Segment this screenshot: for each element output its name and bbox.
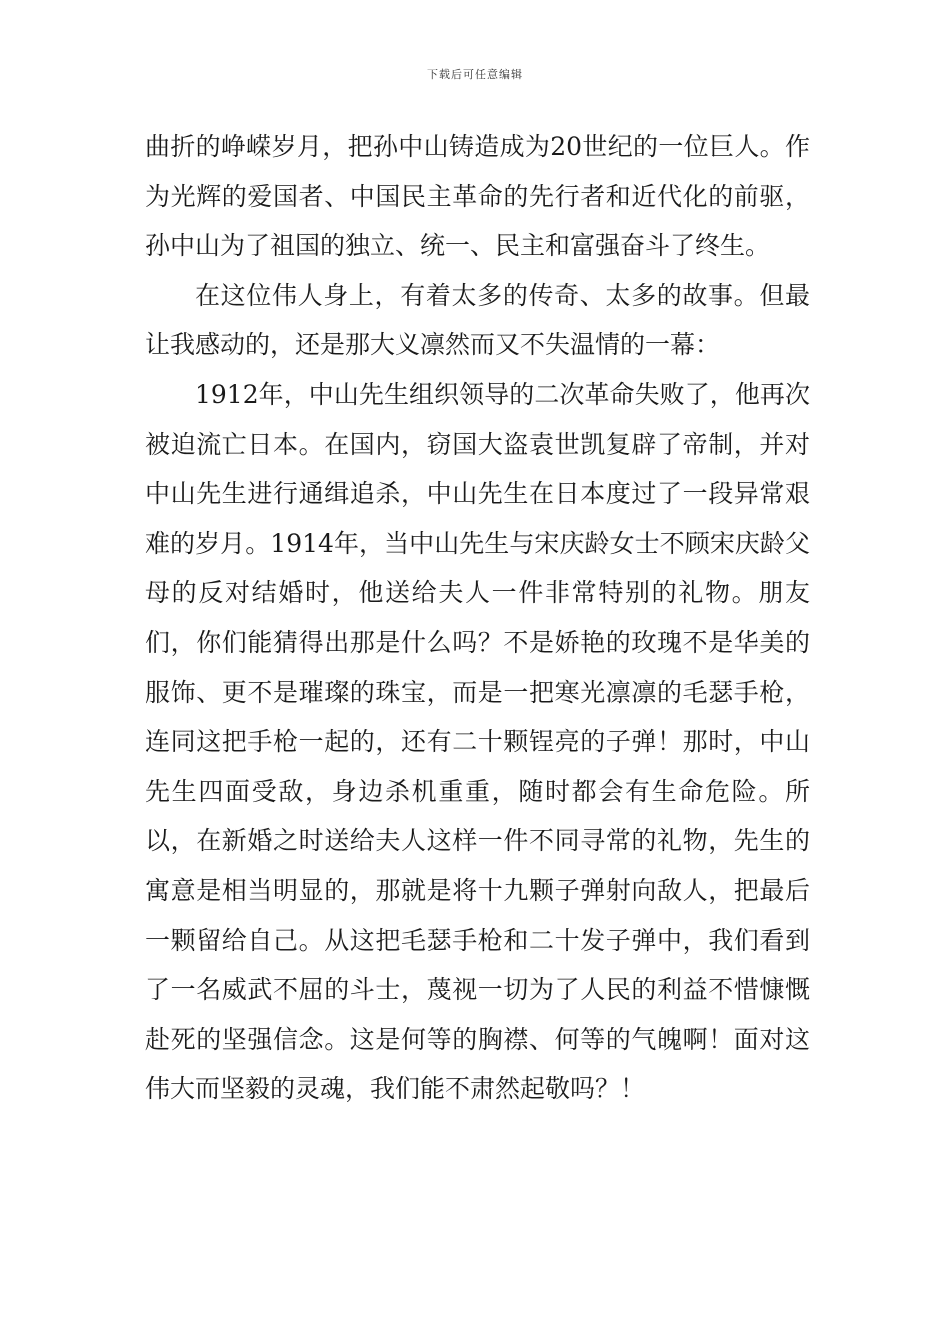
paragraph-2: 在这位伟人身上，有着太多的传奇、太多的故事。但最让我感动的，还是那大义凛然而又不失温情的一幕： [145, 280, 810, 360]
paragraph-1: 曲折的峥嵘岁月，把孙中山铸造成为20世纪的一位巨人。作为光辉的爱国者、中国民主革命的先行者和近代化的前驱，孙中山为了祖国的独立、统一、民主和富强奋斗了终生。 [145, 132, 810, 261]
document-body [145, 122, 810, 1114]
page-header: 下载后可任意编辑 [427, 68, 523, 81]
paragraph-3: 1912年，中山先生组织领导的二次革命失败了，他再次被迫流亡日本。在国内，窃国大盗袁世凯复辟了帝制，并对中山先生进行通缉追杀，中山先生在日本度过了一段异常艰难的岁月。1914年，当中山先生与宋庆龄女士不顾宋庆龄父母的反对结婚时，他送给夫人一件非常特别的礼物。朋友们，你们能猜得出那是什么吗？不是娇艳的玫瑰不是华美的服饰、更不是璀璨的珠宝，而是一把寒光凛凛的毛瑟手枪，连同这把手枪一起的，还有二十颗锃亮的子弹！那时，中山先生四面受敌，身边杀机重重，随时都会有生命危险。所以，在新婚之时送给夫人这样一件不同寻常的礼物，先生的寓意是相当明显的，那就是将十九颗子弹射向敌人，把最后一颗留给自己。从这把毛瑟手枪和二十发子弹中，我们看到了一名威武不屈的斗士，蔑视一切为了人民的利益不惜慷慨赴死的坚强信念。这是何等的胸襟、何等的气魄啊！面对这伟大而坚毅的灵魂，我们能不肃然起敬吗？！ [145, 379, 810, 1104]
